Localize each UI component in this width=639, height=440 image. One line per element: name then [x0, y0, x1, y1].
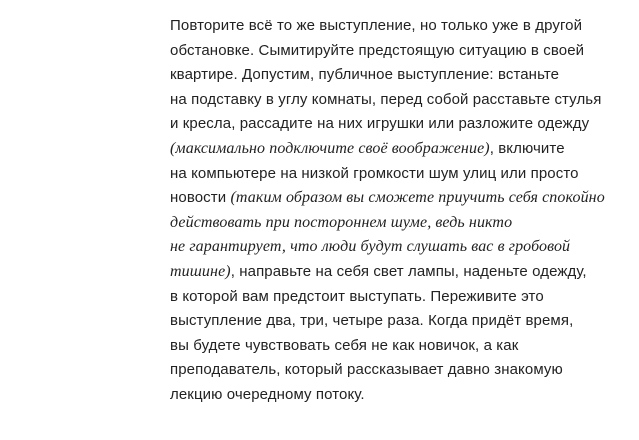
text-line: [170, 39, 630, 64]
text-line: [170, 162, 630, 187]
text-run: , включите: [489, 139, 565, 157]
text-line: [170, 260, 630, 285]
text-run: лекцию очередному потоку.: [170, 385, 365, 403]
text-line: [170, 186, 630, 211]
text-run: выступление два, три, четыре раза. Когда придёт время,: [170, 312, 574, 330]
text-line: [170, 334, 630, 359]
text-line: [170, 358, 630, 383]
text-run: , направьте на себя свет лампы, наденьте одежду,: [230, 262, 587, 280]
italic-text-run: действовать при постороннем шуме, ведь никто: [170, 213, 513, 231]
text-line: [170, 285, 630, 310]
text-run: вы будете чувствовать себя не как новичок, а как: [170, 336, 519, 354]
text-line: [170, 88, 630, 113]
text-run: преподаватель, который рассказывает давно знакомую: [170, 361, 563, 379]
text-run: Повторите всё то же выступление, но только уже в другой: [170, 17, 583, 34]
italic-text-run: не гарантирует, что люди будут слушать вас в гробовой: [170, 238, 571, 256]
text-run: на компьютере на низкой громкости шум улиц или просто: [170, 164, 579, 182]
italic-text-run: (таким образом вы сможете приучить себя спокойно: [230, 189, 605, 207]
text-run: новости: [170, 189, 231, 207]
text-line: [170, 235, 630, 260]
text-run: квартире. Допустим, публичное выступление: встаньте: [170, 66, 560, 84]
italic-text-run: тишине): [170, 262, 231, 280]
italic-text-run: (максимально подключите своё воображение): [170, 139, 490, 157]
text-line: [170, 63, 630, 88]
text-run: в которой вам предстоит выступать. Переживите это: [170, 287, 544, 305]
text-line: [170, 309, 630, 334]
text-line: [170, 112, 630, 137]
text-run: на подставку в углу комнаты, перед собой расставьте стулья: [170, 90, 602, 108]
text-line: [170, 137, 630, 162]
text-line: [170, 383, 630, 408]
text-run: и кресла, рассадите на них игрушки или разложите одежду: [170, 115, 590, 133]
text-line: [170, 14, 630, 39]
text-line: [170, 211, 630, 236]
article-paragraph: [170, 14, 630, 408]
text-run: обстановке. Сымитируйте предстоящую ситуацию в своей: [170, 41, 585, 59]
